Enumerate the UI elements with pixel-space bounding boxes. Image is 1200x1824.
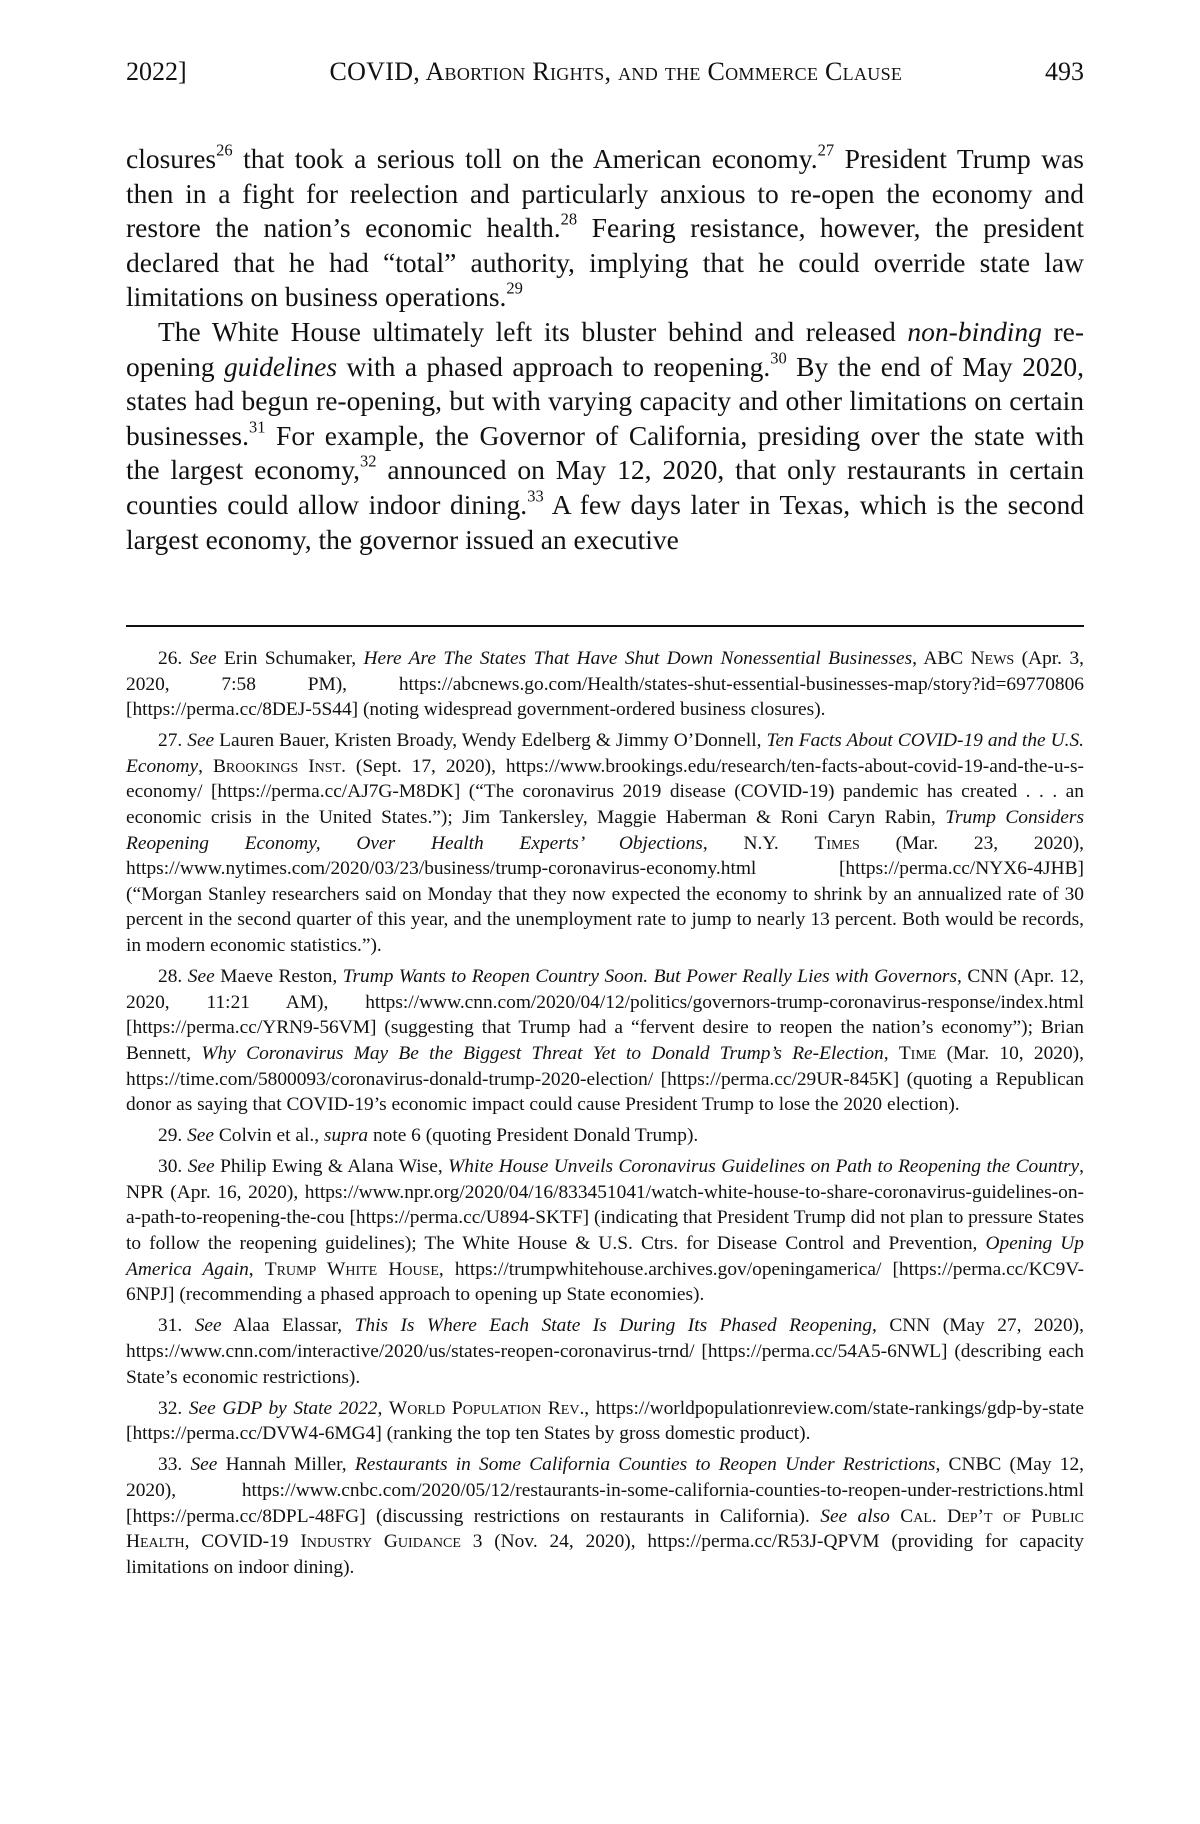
source-name: Time (898, 1042, 937, 1064)
text-run: Hannah Miller, (217, 1454, 355, 1476)
footnote-number: 33. (158, 1454, 183, 1476)
signal: See (187, 1125, 215, 1147)
emphasis: guidelines (224, 350, 338, 382)
footnote-ref-31[interactable]: 31 (249, 417, 266, 437)
text-run: A few days later in Texas, which is the second largest economy, the governor issued an executive (126, 488, 1084, 555)
source-name: Trump White House (264, 1258, 439, 1280)
footnote-ref-30[interactable]: 30 (770, 348, 787, 368)
text-run: , ABC (912, 648, 971, 669)
signal: See also (820, 1505, 890, 1527)
cited-title: Here Are The States That Have Shut Down Nonessential Businesses (363, 648, 913, 669)
text-run: , CNN (Apr. 12, 2020, 11:21 AM), https://www.cnn.com/2020/04/12/politics/governors-trump-coronavirus-response/index.html [https://perma.cc/YRN9-56VM] (suggesting that Trump had a “fervent desire to reopen the nation’s economy”); Brian Bennett, (126, 966, 1084, 1064)
footnote-ref-32[interactable]: 32 (360, 451, 377, 471)
text-run: , CNBC (May 12, 2020), https://www.cnbc.com/2020/05/12/restaurants-in-some-california-counties-to-reopen-under-restrictions.html [https://perma.cc/8DPL-48FG] (discussing restrictions on restaurants in California). (126, 1454, 1084, 1527)
source-name: Cal. Dep’t of Public Health (126, 1505, 1084, 1553)
signal: See (190, 1454, 218, 1476)
cited-title: Ten Facts About COVID-19 and the U.S. Economy (126, 730, 1085, 777)
footnote-31 (126, 1313, 1084, 1390)
text-run: Erin Schumaker, (216, 648, 364, 669)
header-year: 2022] (126, 57, 187, 86)
text-run: , (883, 1042, 899, 1064)
footnote-ref-29[interactable]: 29 (506, 279, 523, 298)
text-run: For example, the Governor of California, presiding over the state with the largest economy, (126, 419, 1084, 486)
footnote-number: 28. (158, 966, 183, 988)
cited-title: White House Unveils Coronavirus Guidelines on Path to Reopening the Country (448, 1156, 1080, 1178)
signal: See (187, 730, 215, 752)
source-name: News (970, 648, 1015, 669)
footnote-ref-33[interactable]: 33 (527, 486, 544, 506)
footnote-number: 32. (158, 1397, 183, 1419)
footnote-ref-28[interactable]: 28 (560, 209, 578, 229)
cited-title: This Is Where Each State Is During Its Phased Reopening (354, 1315, 873, 1337)
cited-title: Restaurants in Some California Counties to Reopen Under Restrictions (354, 1454, 936, 1476)
text-run: Colvin et al., (214, 1125, 324, 1147)
text-run: Lauren Bauer, Kristen Broady, Wendy Edelberg & Jimmy O’Donnell, (214, 730, 767, 752)
signal: See (187, 1156, 215, 1178)
text-run: with a phased approach to reopening. (337, 350, 771, 382)
text-run: Maeve Reston, (214, 966, 343, 988)
footnote-number: 31. (158, 1315, 183, 1337)
signal: supra (323, 1125, 369, 1147)
text-run: (Mar. 10, 2020), https://time.com/5800093/coronavirus-donald-trump-2020-election/ [https://perma.cc/29UR-845K] (quoting a Republican donor as saying that COVID-19’s economic impact could cause President Trump to lose the 2020 election). (126, 1042, 1084, 1116)
footnote-ref-27[interactable]: 27 (817, 140, 835, 160)
text-run: announced on May 12, 2020, that only restaurants in certain counties could allow indoor dining. (126, 454, 1084, 520)
footnote-divider (126, 625, 1084, 627)
signal: See (194, 1315, 222, 1337)
signal: See (189, 648, 217, 669)
emphasis: non-binding (907, 315, 1042, 347)
text-run: The White House ultimately left its bluster behind and released (158, 315, 908, 347)
cited-title: Trump Considers Reopening Economy, Over Health Experts’ Objections (126, 807, 1084, 854)
text-run: re-opening (126, 315, 1084, 382)
cited-title: Opening Up America Again (126, 1233, 1084, 1280)
text-run: (Mar. 23, 2020), https://www.nytimes.com/2020/03/23/business/trump-coronavirus-economy.html [https://perma.cc/NYX6-4JHB] (“Morgan Stanley researchers said on Monday that they now expected the economy to shrink by an annualized rate of 30 percent in the second quarter of this year, and the unemployment rate to jump to nearly 13 percent. Both would be records, in modern economic statistics.”). (126, 832, 1084, 957)
running-header (126, 56, 1084, 88)
signal: See (188, 1397, 216, 1419)
cited-title: Trump Wants to Reopen Country Soon. But Power Really Lies with Governors (342, 966, 958, 988)
footnote-26 (126, 646, 1084, 723)
text-run: , COVID-19 (184, 1531, 301, 1553)
text-run: , NPR (Apr. 16, 2020), https://www.npr.org/2020/04/16/833451041/watch-white-house-to-share-coronavirus-guidelines-on-a-path-to-reopening-the-cou [https://perma.cc/U894-SKTF] (indicating that President Trump did not plan to pressure States to follow the reopening guidelines); The White House & U.S. Ctrs. for Disease Control and Prevention, (126, 1156, 1084, 1255)
footnote-30 (126, 1154, 1084, 1308)
text-run: President Trump was then in a fight for reelection and particularly anxious to re-open the economy and restore the nation’s economic health. (126, 143, 1084, 244)
header-title: COVID, Abortion Rights, and the Commerce Clause (329, 57, 903, 86)
cited-title: GDP by State 2022 (222, 1397, 378, 1419)
text-run: , (377, 1397, 389, 1419)
source-name: Times (814, 832, 860, 854)
text-run: By the end of May 2020, states had begun re-opening, but with varying capacity and other limitations on certain businesses. (126, 350, 1084, 451)
text-run: , https://worldpopulationreview.com/state-rankings/gdp-by-state [https://perma.cc/DVW4-6MG4] (ranking the top ten States by gross domestic product). (126, 1397, 1084, 1445)
footnote-28 (126, 964, 1084, 1118)
text-run: , https://trumpwhitehouse.archives.gov/openingamerica/ [https://perma.cc/KC9V-6NPJ] (recommending a phased approach to opening up State economies). (126, 1258, 1084, 1306)
signal: See (187, 966, 215, 988)
paragraph-1 (126, 142, 1084, 315)
footnotes (126, 646, 1084, 1586)
text-run: Alaa Elassar, (221, 1315, 355, 1337)
source-name: World Population Rev. (388, 1397, 585, 1419)
footnote-33 (126, 1452, 1084, 1580)
source-name: Industry Guidance (300, 1531, 461, 1553)
cited-title: Why Coronavirus May Be the Biggest Threat Yet to Donald Trump’s Re-Election (201, 1042, 884, 1064)
text-run: , (248, 1258, 265, 1280)
text-run: note 6 (quoting President Donald Trump). (368, 1125, 699, 1147)
footnote-number: 27. (158, 730, 183, 752)
text-run: that took a serious toll on the American economy. (232, 143, 818, 174)
footnote-number: 26. (158, 648, 183, 669)
main-text (126, 142, 1084, 557)
text-run: Fearing resistance, however, the president declared that he had “total” authority, implying that he could override state law limitations on business operations. (126, 212, 1084, 313)
paragraph-2 (126, 315, 1084, 557)
text-run: (Sept. 17, 2020), https://www.brookings.edu/research/ten-facts-about-covid-19-and-the-u-s-economy/ [https://perma.cc/AJ7G-M8DK] (“The coronavirus 2019 disease (COVID-19) pandemic has created . . . an economic crisis in the United States.”); Jim Tankersley, Maggie Haberman & Roni Caryn Rabin, (126, 755, 1084, 829)
text-run: closures (126, 143, 217, 174)
footnote-number: 29. (158, 1125, 183, 1147)
footnote-number: 30. (158, 1156, 183, 1178)
text-run: , (198, 755, 213, 777)
text-run: 3 (Nov. 24, 2020), https://perma.cc/R53J-QPVM (providing for capacity limitations on indoor dining). (126, 1531, 1084, 1578)
text-run: , N.Y. (702, 832, 815, 854)
footnote-29 (126, 1123, 1084, 1149)
text-run: , CNN (May 27, 2020), https://www.cnn.com/interactive/2020/us/states-reopen-coronavirus-trnd/ [https://perma.cc/54A5-6NWL] (describing each State’s economic restrictions). (126, 1315, 1084, 1388)
source-name: Brookings Inst. (212, 755, 346, 777)
page-number: 493 (1044, 57, 1084, 86)
text-run: (Apr. 3, 2020, 7:58 PM), https://abcnews.go.com/Health/states-shut-essential-businesses-map/story?id=69770806 [https://perma.cc/8DEJ-5S44] (noting widespread government-ordered business closures). (126, 648, 1084, 721)
footnote-32 (126, 1396, 1084, 1447)
footnote-ref-26[interactable]: 26 (216, 140, 233, 160)
footnote-27 (126, 728, 1084, 958)
text-run: Philip Ewing & Alana Wise, (214, 1156, 449, 1178)
